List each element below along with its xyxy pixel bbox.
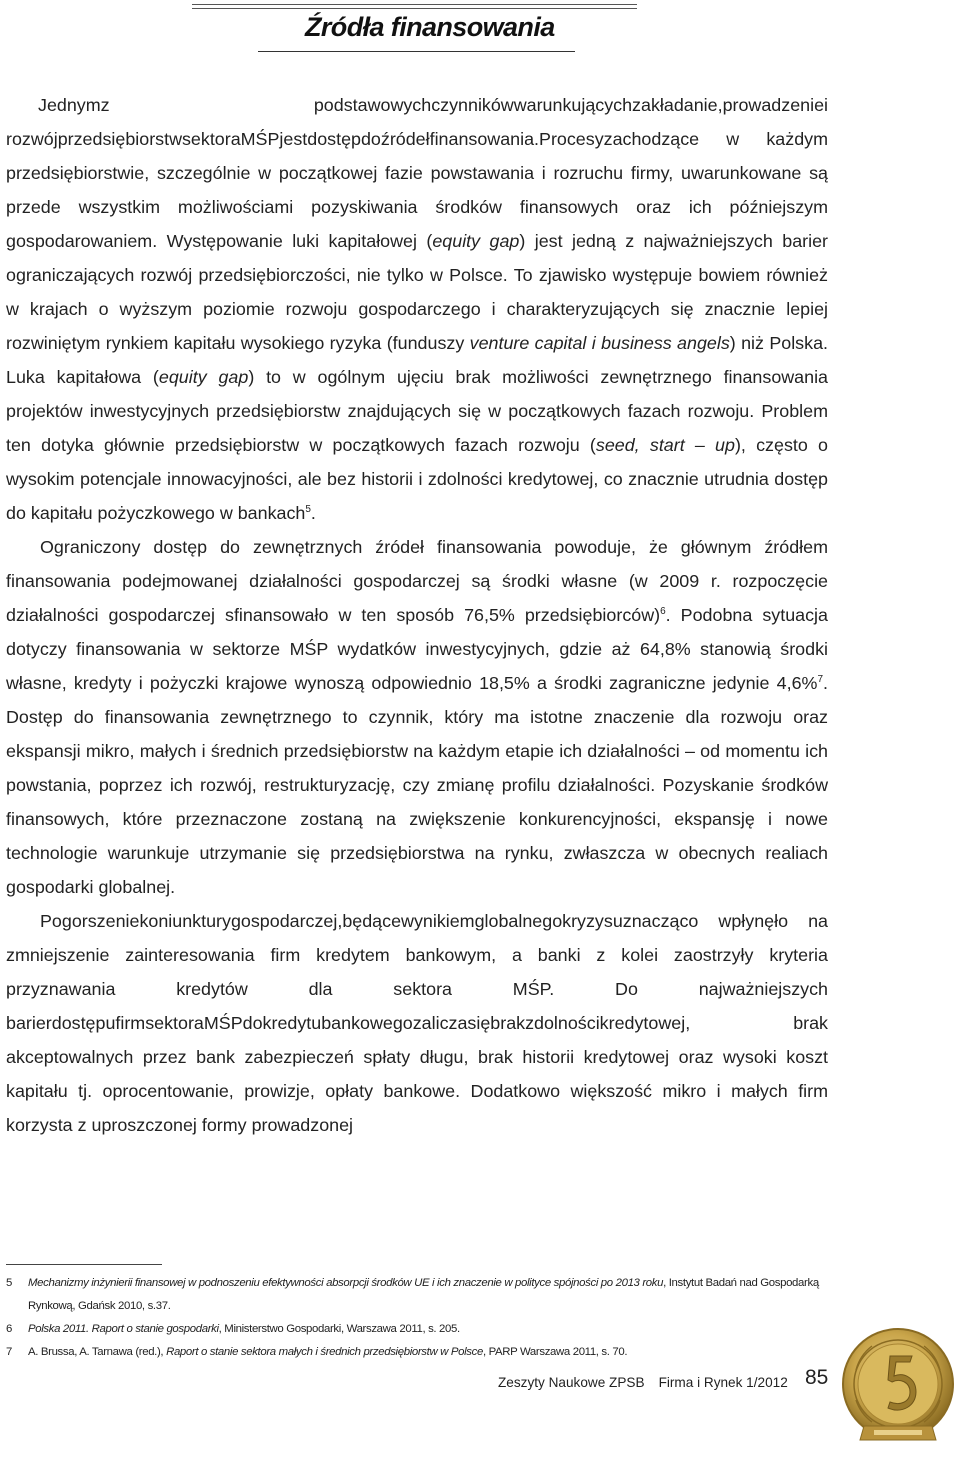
paragraph-3: Pogorszeniekoniunkturygospodarczej,będącewynikiemglobalnegokryzysuznacząco wpłynęło na zmniejszenie zainteresowania firm kredytem bankowym, a banki z kolei zaostrzyły kryteria przyznawania kredytów dla sektora MŚP. Do najważniejszych barierdostępufirmsektoraMŚPdokredytubankowegozaliczasiębrakzdolnościkredytowej, brak akceptowalnych przez bank zabezpieczeń spłaty długu, brak historii kredytowej oraz wysoki koszt kapitału tj. oprocentowanie, prowizje, opłaty bankowe. Dodatkowo większość mikro i małych firm korzysta z uproszczonej formy prowadzonej [6,911,828,1135]
journal-title: Zeszyty Naukowe ZPSB [498,1375,645,1390]
footnote-number: 5 [6,1277,12,1289]
text-run-italic: i business angels [591,333,730,353]
page-number: 85 [805,1366,829,1389]
footnote-authors: A. Brussa, A. Tarnawa (red.), [28,1346,167,1358]
footnote-7 [6,1341,832,1364]
text-run-italic: equity gap [158,367,249,387]
footnote-separator [6,1264,162,1265]
text-run-italic: seed, start – up [595,435,735,455]
text-run-italic: venture capital [469,333,587,353]
text-run: . [310,503,316,523]
footnotes [6,1272,832,1364]
text-run: Ograniczony dostęp do zewnętrznych źródeł finansowania powoduje, że głównym źródłem finansowania podejmowanej działalności gospodarczej są środki własne (w 2009 r. rozpoczęcie działalności gospodarczej sfinansowało w ten sposób 76,5% przedsiębiorców) [6,537,828,625]
footnote-ref-7[interactable]: 7 [817,674,824,686]
text-run: ) to w ogólnym ujęciu brak możliwości zewnętrznego finansowania projektów inwestycyjnych przedsiębiorstw znajdujących się w początkowych fazach rozwoju. Problem ten dotyka głównie przedsiębiorstw w początkowych fazach rozwoju ( [6,367,829,455]
paragraph-2 [6,530,828,904]
footnote-title: Mechanizmy inżynierii finansowej w podnoszeniu efektywności absorpcji środków UE i ich znaczenie w polityce spójności po 2013 roku [28,1277,664,1289]
section-title: Źródła finansowania [305,12,555,42]
footnote-source: , Ministerstwo Gospodarki, Warszawa 2011, s. 205. [218,1323,460,1335]
text-run: ), często o wysokim potencjale innowacyjności, ale bez historii i zdolności kredytowej, co znacznie utrudnia dostęp do kapitału pożyczkowego w bankach [6,435,828,523]
text-run: . Podobna sytuacja dotyczy finansowania w sektorze MŚP wydatków inwestycyjnych, gdzie aż 64,8% stanowią środki własne, kredyty i pożyczki krajowe wynoszą odpowiednio 18,5% a środki zagraniczne jedynie 4,6% [6,605,828,693]
footnote-number: 6 [6,1323,12,1335]
journal-name [498,1372,788,1394]
footnote-6 [6,1318,832,1341]
title-underline [258,51,575,52]
footnote-title: Polska 2011. Raport o stanie gospodarki [28,1323,219,1335]
text-run: . Dostęp do finansowania zewnętrznego to czynnik, który ma istotne znaczenie dla rozwoju oraz ekspansji mikro, małych i średnich przedsiębiorstw na każdym etapie ich działalności – od momentu ich powstania, poprzez ich rozwój, restrukturyzację, czy zmianę profilu działalności. Pozyskanie środków finansowych, które przeznaczone zostaną na zwiększenie konkurencyjności, ekspansję i nowe technologie warunkuje utrzymanie się przedsiębiorstwa na rynku, zwłaszcza w obecnych realiach gospodarki globalnej. [6,673,828,897]
text-run-italic: equity gap [432,231,520,251]
journal-issue: Firma i Rynek 1/2012 [658,1375,788,1390]
paragraph-1 [6,88,828,530]
body-text [6,88,828,1142]
footnote-source: , Instytut Badań nad Gospodarką Rynkową, Gdańsk 2010, s.37. [28,1277,819,1312]
header-rule-bottom [192,8,637,9]
footnote-5 [6,1272,832,1318]
text-run: ) niż Polska. Luka kapitałowa ( [6,333,828,387]
text-run: Jednymz podstawowychczynnikówwarunkującychzakładanie,prowadzeniei rozwójprzedsiębiorstwsektoraMŚPjestdostępdoźródełfinansowania.Procesyzachodzące w każdym przedsiębiorstwie, szczególnie w początkowej fazie powstawania i rozruchu firmy, uwarunkowane są przede wszystkim możliwościami pozyskiwania środków finansowych oraz ich późniejszym gospodarowaniem. Występowanie luki kapitałowej ( [6,95,828,251]
header-rule-top [192,4,637,5]
text-run: ) jest jedną z najważniejszych barier ograniczających rozwój przedsiębiorczości, nie tylko w Polsce. To zjawisko występuje bowiem również w krajach o wyższym poziomie rozwoju gospodarczego i charakteryzujących się znacznie lepiej rozwiniętym rynkiem kapitału wysokiego ryzyka (funduszy [6,231,828,353]
footnote-number: 7 [6,1346,12,1358]
footnote-ref-6[interactable]: 6 [660,606,666,618]
ornate-seal-icon [838,1322,956,1456]
footnote-ref-5[interactable]: 5 [305,504,311,516]
footnote-title: Raport o stanie sektora małych i średnich przedsiębiorstw w Polsce [166,1346,483,1358]
footnote-source: , PARP Warszawa 2011, s. 70. [482,1346,628,1358]
